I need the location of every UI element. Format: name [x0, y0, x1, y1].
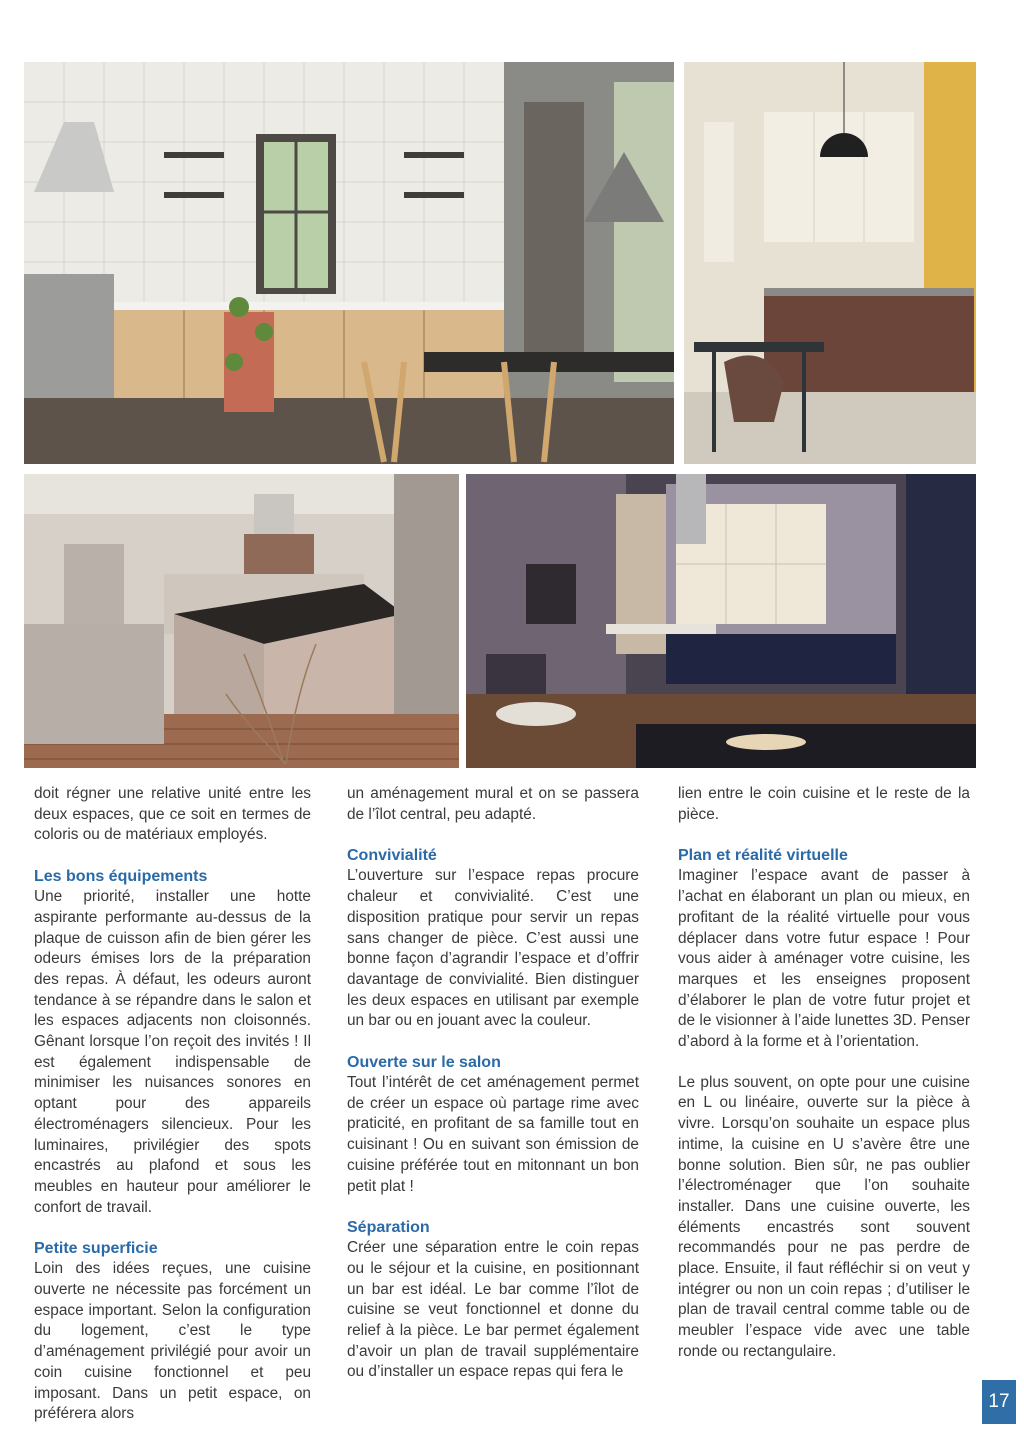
- page-number-badge: 17: [982, 1380, 1016, 1424]
- paragraph: lien entre le coin cuisine et le reste de la pièce.: [678, 785, 970, 823]
- photo-kitchen-dark-living: [466, 474, 976, 768]
- paragraph: Une priorité, installer une hotte aspirante performante au-dessus de la plaque de cuisson afin de bien gérer les odeurs émises lors de la préparation des repas. À défaut, les odeurs auront tendance à se répandre dans le salon et les espaces adjacents non cloisonnés. Gênant lorsque l’on reçoit des invités ! Il est également indispensable de minimiser les nuisances sonores en optant pour des appareils électroménagers silencieux. Pour les luminaires, privilégier des spots encastrés au plafond et sous les meubles en hauteur pour améliorer le confort de travail.: [34, 888, 311, 1216]
- photo-kitchen-wood-tiles: [24, 62, 674, 464]
- paragraph: Imaginer l’espace avant de passer à l’achat en élaborant un plan ou mieux, en profitant de la réalité virtuelle pour vous déplacer dans votre futur espace ! Pour vous aider à aménager votre cuisine, les marques et les enseignes proposent d’élaborer le plan de votre futur projet et de le visionner à l’aide lunettes 3D. Penser d’abord à la forme et à l’orientation.: [678, 867, 970, 1051]
- section-heading: Plan et réalité virtuelle: [678, 847, 848, 865]
- text-column-1: [34, 784, 311, 1425]
- text-column-3: [678, 784, 970, 1363]
- section-heading: Les bons équipements: [34, 868, 208, 886]
- paragraph: Loin des idées reçues, une cuisine ouverte ne nécessite pas forcément un espace important. Selon la configuration du logement, c’est le type d’aménagement privilégié pour avoir un coin cuisine fonctionnel et peu imposant. Dans un petit espace, on préférera alors: [34, 1260, 311, 1423]
- paragraph: L’ouverture sur l’espace repas procure chaleur et convivialité. C’est une disposition pratique pour servir un repas sans changer de pièce. C’est aussi une bonne façon d’agrandir l’espace et d’offrir davantage de convivialité. Bien distinguer les deux espaces en utilisant par exemple un bar ou en jouant avec la couleur.: [347, 867, 639, 1030]
- paragraph: un aménagement mural et on se passera de l’îlot central, peu adapté.: [347, 785, 639, 823]
- section-heading: Petite superficie: [34, 1240, 158, 1258]
- section-heading: Ouverte sur le salon: [347, 1054, 501, 1072]
- text-column-2: [347, 784, 639, 1383]
- paragraph: Créer une séparation entre le coin repas ou le séjour et la cuisine, en positionnant un bar est idéal. Le bar comme l’îlot de cuisine se veut fonctionnel et donne du relief à la pièce. Le bar permet également d’avoir un plan de travail supplémentaire ou d’installer un espace repas qui fera le: [347, 1239, 639, 1381]
- paragraph: Tout l’intérêt de cet aménagement permet de créer un espace où partage rime avec praticité, en profitant de sa famille tout en cuisinant ! Ou en suivant son émission de cuisine préférée tout en mitonnant un bon petit plat !: [347, 1074, 639, 1195]
- paragraph: Le plus souvent, on opte pour une cuisine en L ou linéaire, ouverte sur la pièce à vivre. Lorsqu’on souhaite un espace plus intime, la cuisine en U s’avère être une bonne solution. Bien sûr, ne pas oublier l’électroménager que l’on souhaite installer. Dans une cuisine ouverte, les éléments encastrés sont souvent recommandés pour ne pas perdre de place. Ensuite, il faut réfléchir si on veut y intégrer ou non un coin repas ; d’utiliser le plan de travail central comme table ou de meubler l’espace vide avec une table ronde ou rectangulaire.: [678, 1073, 970, 1360]
- section-heading: Convivialité: [347, 847, 437, 865]
- photo-kitchen-island: [24, 474, 459, 768]
- photo-kitchen-yellow-wall: [684, 62, 976, 464]
- section-heading: Séparation: [347, 1219, 430, 1237]
- paragraph: doit régner une relative unité entre les deux espaces, que ce soit en termes de coloris ou de matériaux employés.: [34, 785, 311, 844]
